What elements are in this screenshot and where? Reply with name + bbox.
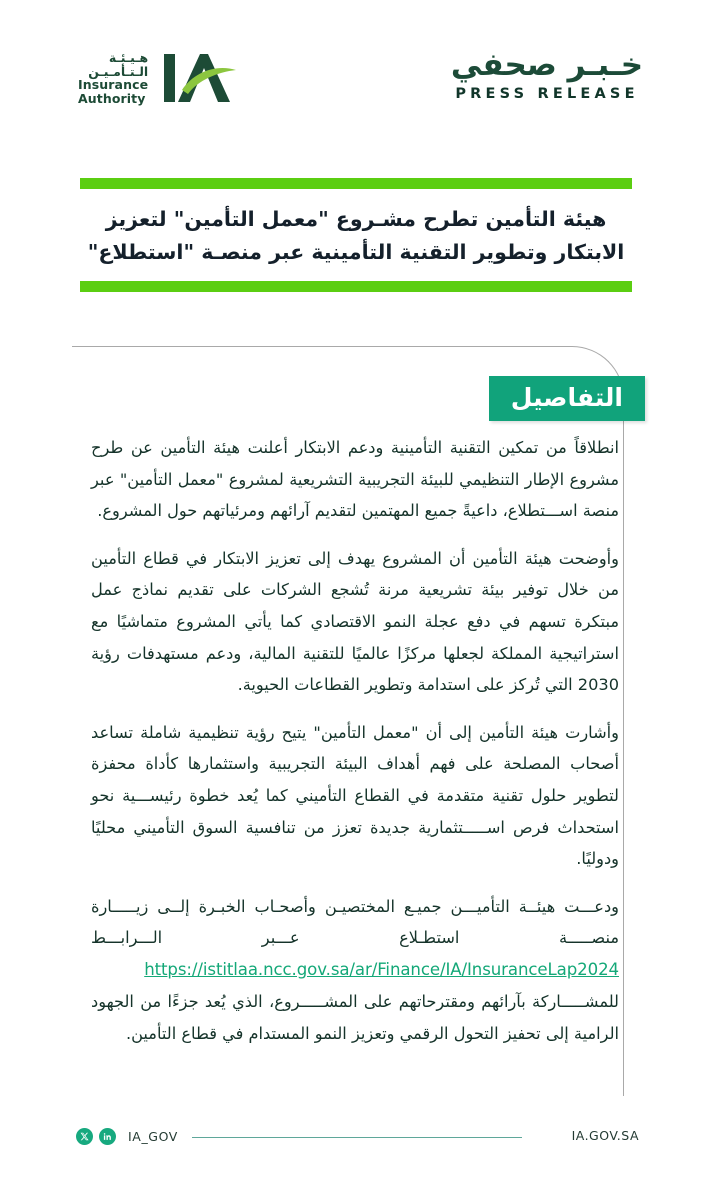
footer-social-group (76, 1128, 178, 1145)
details-banner: التفاصيل (489, 376, 645, 421)
headline-bottom-rule (80, 281, 632, 292)
body-paragraph-2: وأوضحت هيئة التأمين أن المشروع يهدف إلى تعزيز الابتكار في قطاع التأمين من خلال توفير بيئة تشريعية مرنة تُشجع الشركات على تقديم نماذج عمل مبتكرة تسهم في دفع عجلة النمو الاقتصادي كما يأتي المشروع متماشيًا مع استراتيجية المملكة لجعلها مركزًا عالميًا للتقنية المالية، ودعم مستهدفات رؤية 2030 التي تُركز على استدامة وتطوير القطاعات الحيوية. (91, 548, 619, 695)
body-paragraph-1: انطلاقاً من تمكين التقنية التأمينية ودعم الابتكار أعلنت هيئة التأمين عن طرح مشروع الإطار التنظيمي للبيئة التجريبية التشريعية لمشروع "معمل التأمين" عبر منصة اســـتطلاع، داعيةً جميع المهتمين لتقديم آرائهم ومرئياتهم حول المشروع. (91, 438, 619, 521)
linkedin-icon[interactable] (99, 1128, 116, 1145)
page-footer (0, 1128, 709, 1162)
press-release-body (91, 432, 619, 1049)
insurance-authority-logo (78, 50, 240, 106)
paragraph-4-text-before-link: ودعـــت هيئــة التأميـــن جميـع المختصيـن وأصحـاب الخبـرة إلــى زيـــــارة منصـــــة استطـلاع عـــبر الـــرابـــط (91, 896, 619, 948)
headline-block (80, 178, 632, 292)
page-header (0, 42, 709, 137)
page-title: هيئة التأمين تطرح مشـروع "معمل التأمين" لتعزيز الابتكار وتطوير التقنية التأمينية عبر منصـة "استطلاع" (87, 207, 625, 265)
press-release-arabic: خـبـر صحفي (450, 47, 644, 83)
logo-wordmark (78, 51, 148, 105)
press-release-english: PRESS RELEASE (455, 85, 639, 102)
body-paragraph-3: وأشارت هيئة التأمين إلى أن "معمل التأمين" يتيح رؤية تنظيمية شاملة تساعد أصحاب المصلحة على فهم أهداف البيئة التجريبية واستثمارها كأداة محفزة لتطوير حلول تقنية متقدمة في القطاع التأميني كما يُعد خطوة رئيســـية نحو استحداث فرص اســـــتثمارية جديدة تعزز من تنافسية السوق التأميني محليًا ودوليًا. (91, 722, 619, 869)
x-twitter-icon[interactable] (76, 1128, 93, 1145)
logo-arabic-line-2: الـتـأمـيـن (88, 63, 149, 79)
body-paragraph-4 (91, 891, 619, 1050)
website-url: IA.GOV.SA (571, 1128, 639, 1143)
headline-top-rule (80, 178, 632, 189)
press-release-heading (447, 48, 647, 102)
logo-arabic-line-1: هـيـئـة (108, 50, 149, 65)
ia-logo-icon (160, 50, 240, 106)
paragraph-4-text-after-link: للمشـــــاركة بآرائهم ومقترحاتهم على المشـــــروع، الذي يُعد جزءًا من الجهود الرامية إلى تحفيز التحول الرقمي وتعزيز النمو المستدام في قطاع التأمين. (91, 992, 619, 1043)
istitlaa-platform-link[interactable]: https://istitlaa.ncc.gov.sa/ar/Finance/IA/InsuranceLap2024 (144, 959, 619, 979)
social-handle: IA_GOV (128, 1129, 178, 1144)
logo-english-line-1: Insurance (78, 77, 149, 92)
logo-english-line-2: Authority (78, 90, 146, 106)
footer-divider (192, 1137, 522, 1138)
